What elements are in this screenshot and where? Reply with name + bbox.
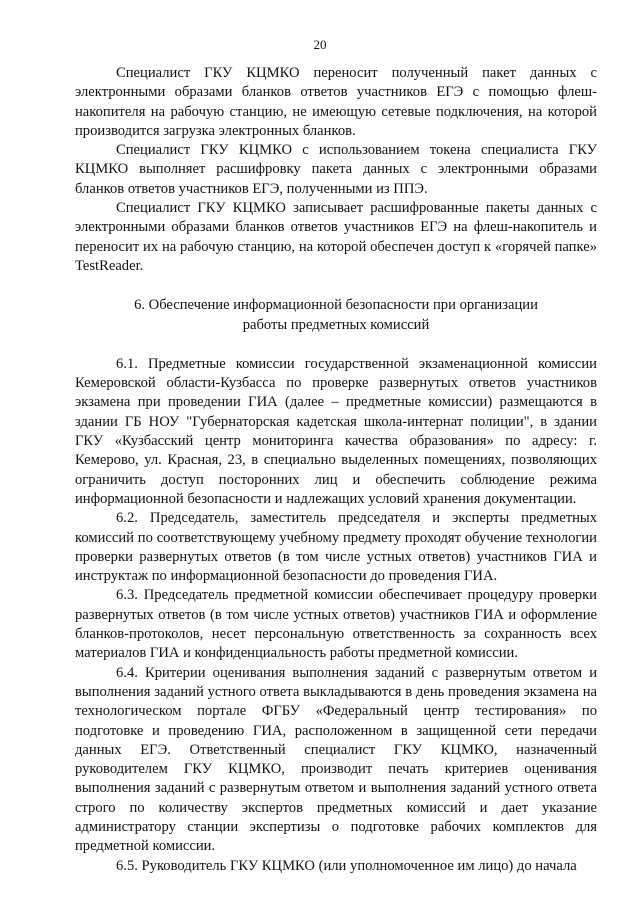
paragraph-write-decrypted: Специалист ГКУ КЦМКО записывает расшифрованные пакеты данных с электронными образами бланков ответов участников ЕГЭ на флеш-накопитель и переносит их на рабочую станцию, на которой обеспечен доступ к «горячей папке» TestReader. [75, 200, 597, 274]
section-heading-line-1: 6. Обеспечение информационной безопасности при организации [134, 297, 538, 314]
paragraph-decrypt-package: Специалист ГКУ КЦМКО с использованием токена специалиста ГКУ КЦМКО выполняет расшифровку пакета данных с электронными образами бланков ответов участников ЕГЭ, полученными из ППЭ. [75, 142, 597, 197]
paragraph-transfer-package: Специалист ГКУ КЦМКО переносит полученный пакет данных с электронными образами бланков ответов участников ЕГЭ с помощью флеш-накопителя на рабочую станцию, не имеющую сетевые подключения, на которой производится загрузка электронных бланков. [75, 65, 597, 139]
paragraph-6-5: 6.5. Руководитель ГКУ КЦМКО (или уполномоченное им лицо) до начала [116, 857, 577, 874]
paragraph-6-2: 6.2. Председатель, заместитель председателя и эксперты предметных комиссий по соответствующему учебному предмету проходят обучение технологии проверки развернутых ответов (в том числе устных ответов) участников ГИА и инструктаж по информационной безопасности до проведения ГИА. [75, 510, 597, 585]
paragraph-6-1: 6.1. Предметные комиссии государственной экзаменационной комиссии Кемеровской области-Кузбасса по проверке развернутых ответов участников экзамена при проведении ГИА (далее – предметные комиссии) размещаются в здании ГБ НОУ "Губернаторская кадетская школа-интернат полиции", в здании ГКУ «Кузбасский центр мониторинга качества образования» по адресу: г. Кемерово, ул. Красная, 23, в специально выделенных помещениях, позволяющих ограничить доступ посторонних лиц и обеспечить соблюдение режима информационной безопасности и надлежащих условий хранения документации. [75, 355, 597, 507]
page-body [75, 64, 597, 876]
section-heading [75, 296, 597, 335]
paragraph-6-4: 6.4. Критерии оценивания выполнения заданий с развернутым ответом и выполнения заданий устного ответа выкладываются в день проведения экзамена на технологическом портале ФГБУ «Федеральный центр тестирования» по подготовке и проведению ГИА, расположенном в защищенной сети передачи данных ЕГЭ. Ответственный специалист ГКУ КЦМКО, назначенный руководителем ГКУ КЦМКО, производит печать критериев оценивания выполнения заданий с развернутым ответом и выполнения заданий устного ответа строго по количеству экспертов предметных комиссий и дает указание администратору станции экспертизы о подготовке рабочих комплектов для предметной комиссии. [75, 664, 597, 855]
paragraph-6-3: 6.3. Председатель предметной комиссии обеспечивает процедуру проверки развернутых ответов (в том числе устных ответов) участников ГИА и оформление бланков-протоколов, несет персональную ответственность за сохранность всех материалов ГИА и конфиденциальность работы предметной комиссии. [75, 587, 597, 662]
section-heading-line-2: работы предметных комиссий [242, 316, 430, 333]
page-number: 20 [313, 37, 327, 52]
